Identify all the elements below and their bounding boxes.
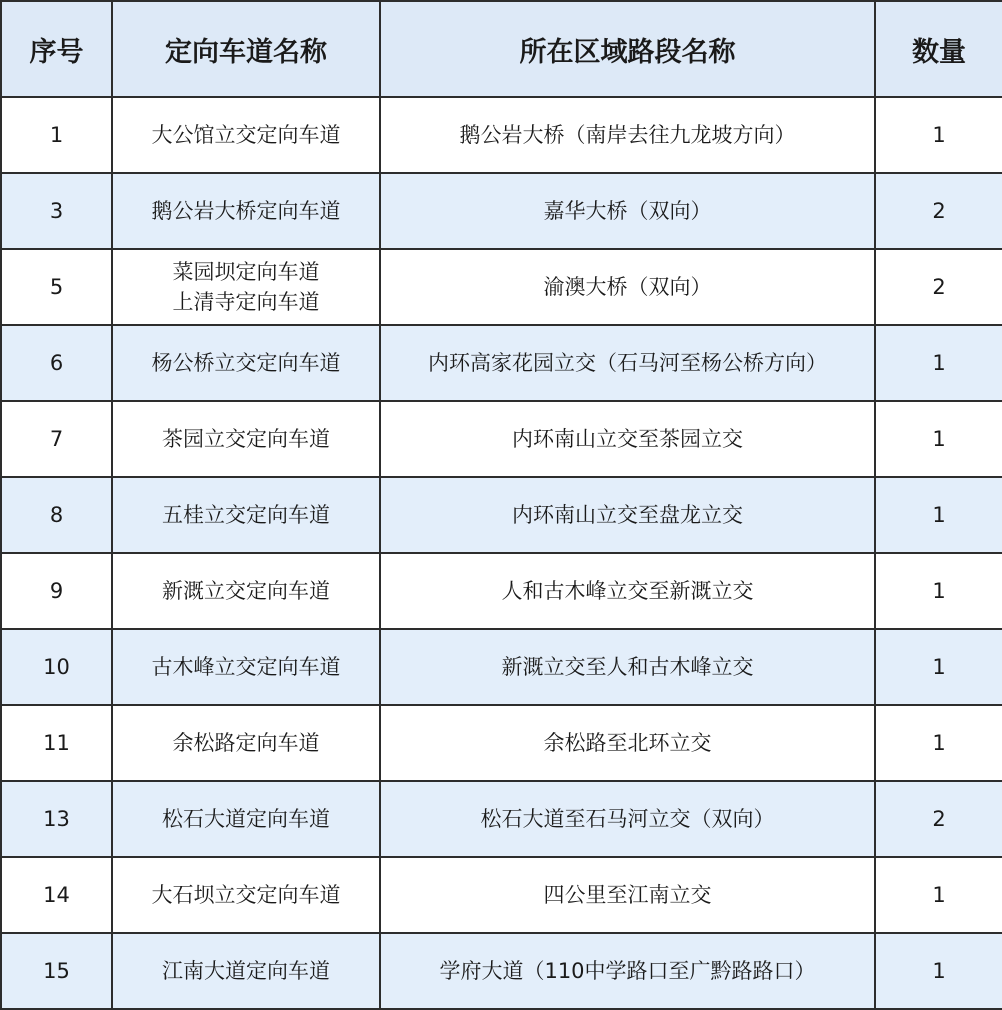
header-lane-name: 定向车道名称 bbox=[112, 1, 380, 97]
cell-no: 10 bbox=[1, 629, 112, 705]
table-row bbox=[1, 857, 1002, 933]
cell-count: 1 bbox=[875, 857, 1002, 933]
header-no: 序号 bbox=[1, 1, 112, 97]
lane-name-line: 余松路定向车道 bbox=[172, 731, 320, 755]
cell-count: 1 bbox=[875, 705, 1002, 781]
cell-lane-name bbox=[112, 477, 380, 553]
lane-name-line: 杨公桥立交定向车道 bbox=[151, 351, 341, 375]
cell-count: 2 bbox=[875, 173, 1002, 249]
table-row bbox=[1, 477, 1002, 553]
cell-location: 余松路至北环立交 bbox=[380, 705, 875, 781]
cell-location: 内环南山立交至盘龙立交 bbox=[380, 477, 875, 553]
cell-no: 7 bbox=[1, 401, 112, 477]
cell-count: 2 bbox=[875, 249, 1002, 325]
lane-name-line: 大公馆立交定向车道 bbox=[151, 123, 341, 147]
cell-lane-name bbox=[112, 325, 380, 401]
lane-name-line: 大石坝立交定向车道 bbox=[151, 883, 341, 907]
cell-count: 1 bbox=[875, 325, 1002, 401]
lane-name-line: 古木峰立交定向车道 bbox=[151, 655, 341, 679]
cell-lane-name bbox=[112, 97, 380, 173]
cell-no: 11 bbox=[1, 705, 112, 781]
cell-no: 14 bbox=[1, 857, 112, 933]
table-row bbox=[1, 325, 1002, 401]
cell-count: 2 bbox=[875, 781, 1002, 857]
cell-location: 新溉立交至人和古木峰立交 bbox=[380, 629, 875, 705]
cell-lane-name bbox=[112, 173, 380, 249]
cell-location: 四公里至江南立交 bbox=[380, 857, 875, 933]
lane-name-line: 松石大道定向车道 bbox=[162, 807, 330, 831]
lane-name-line: 茶园立交定向车道 bbox=[162, 427, 330, 451]
cell-lane-name bbox=[112, 249, 380, 325]
cell-location: 内环高家花园立交（石马河至杨公桥方向） bbox=[380, 325, 875, 401]
header-count: 数量 bbox=[875, 1, 1002, 97]
cell-location: 人和古木峰立交至新溉立交 bbox=[380, 553, 875, 629]
table-row bbox=[1, 173, 1002, 249]
cell-no: 8 bbox=[1, 477, 112, 553]
cell-lane-name bbox=[112, 401, 380, 477]
cell-no: 13 bbox=[1, 781, 112, 857]
cell-location: 渝澳大桥（双向） bbox=[380, 249, 875, 325]
cell-no: 15 bbox=[1, 933, 112, 1009]
lane-name-line: 鹅公岩大桥定向车道 bbox=[151, 199, 341, 223]
table-row bbox=[1, 249, 1002, 325]
header-row bbox=[1, 1, 1002, 97]
lane-name-line: 菜园坝定向车道 bbox=[172, 260, 320, 284]
cell-location: 鹅公岩大桥（南岸去往九龙坡方向） bbox=[380, 97, 875, 173]
cell-no: 9 bbox=[1, 553, 112, 629]
cell-location: 嘉华大桥（双向） bbox=[380, 173, 875, 249]
lane-name-line: 新溉立交定向车道 bbox=[162, 579, 330, 603]
table-row bbox=[1, 401, 1002, 477]
cell-count: 1 bbox=[875, 477, 1002, 553]
cell-lane-name bbox=[112, 933, 380, 1009]
cell-count: 1 bbox=[875, 629, 1002, 705]
table-row bbox=[1, 705, 1002, 781]
table-row bbox=[1, 97, 1002, 173]
table-row bbox=[1, 553, 1002, 629]
lane-name-line: 江南大道定向车道 bbox=[162, 959, 330, 983]
table-row bbox=[1, 629, 1002, 705]
lane-name-line: 五桂立交定向车道 bbox=[162, 503, 330, 527]
cell-location: 内环南山立交至茶园立交 bbox=[380, 401, 875, 477]
cell-lane-name bbox=[112, 705, 380, 781]
cell-no: 5 bbox=[1, 249, 112, 325]
cell-lane-name bbox=[112, 857, 380, 933]
cell-count: 1 bbox=[875, 553, 1002, 629]
table-row bbox=[1, 933, 1002, 1009]
lane-name-line: 上清寺定向车道 bbox=[172, 290, 320, 314]
cell-lane-name bbox=[112, 629, 380, 705]
cell-count: 1 bbox=[875, 97, 1002, 173]
cell-location: 松石大道至石马河立交（双向） bbox=[380, 781, 875, 857]
cell-no: 1 bbox=[1, 97, 112, 173]
cell-no: 3 bbox=[1, 173, 112, 249]
table-row bbox=[1, 781, 1002, 857]
cell-count: 1 bbox=[875, 401, 1002, 477]
cell-lane-name bbox=[112, 553, 380, 629]
header-location: 所在区域路段名称 bbox=[380, 1, 875, 97]
cell-count: 1 bbox=[875, 933, 1002, 1009]
cell-lane-name bbox=[112, 781, 380, 857]
cell-no: 6 bbox=[1, 325, 112, 401]
cell-location: 学府大道（110中学路口至广黔路路口） bbox=[380, 933, 875, 1009]
table-body bbox=[1, 97, 1002, 1009]
